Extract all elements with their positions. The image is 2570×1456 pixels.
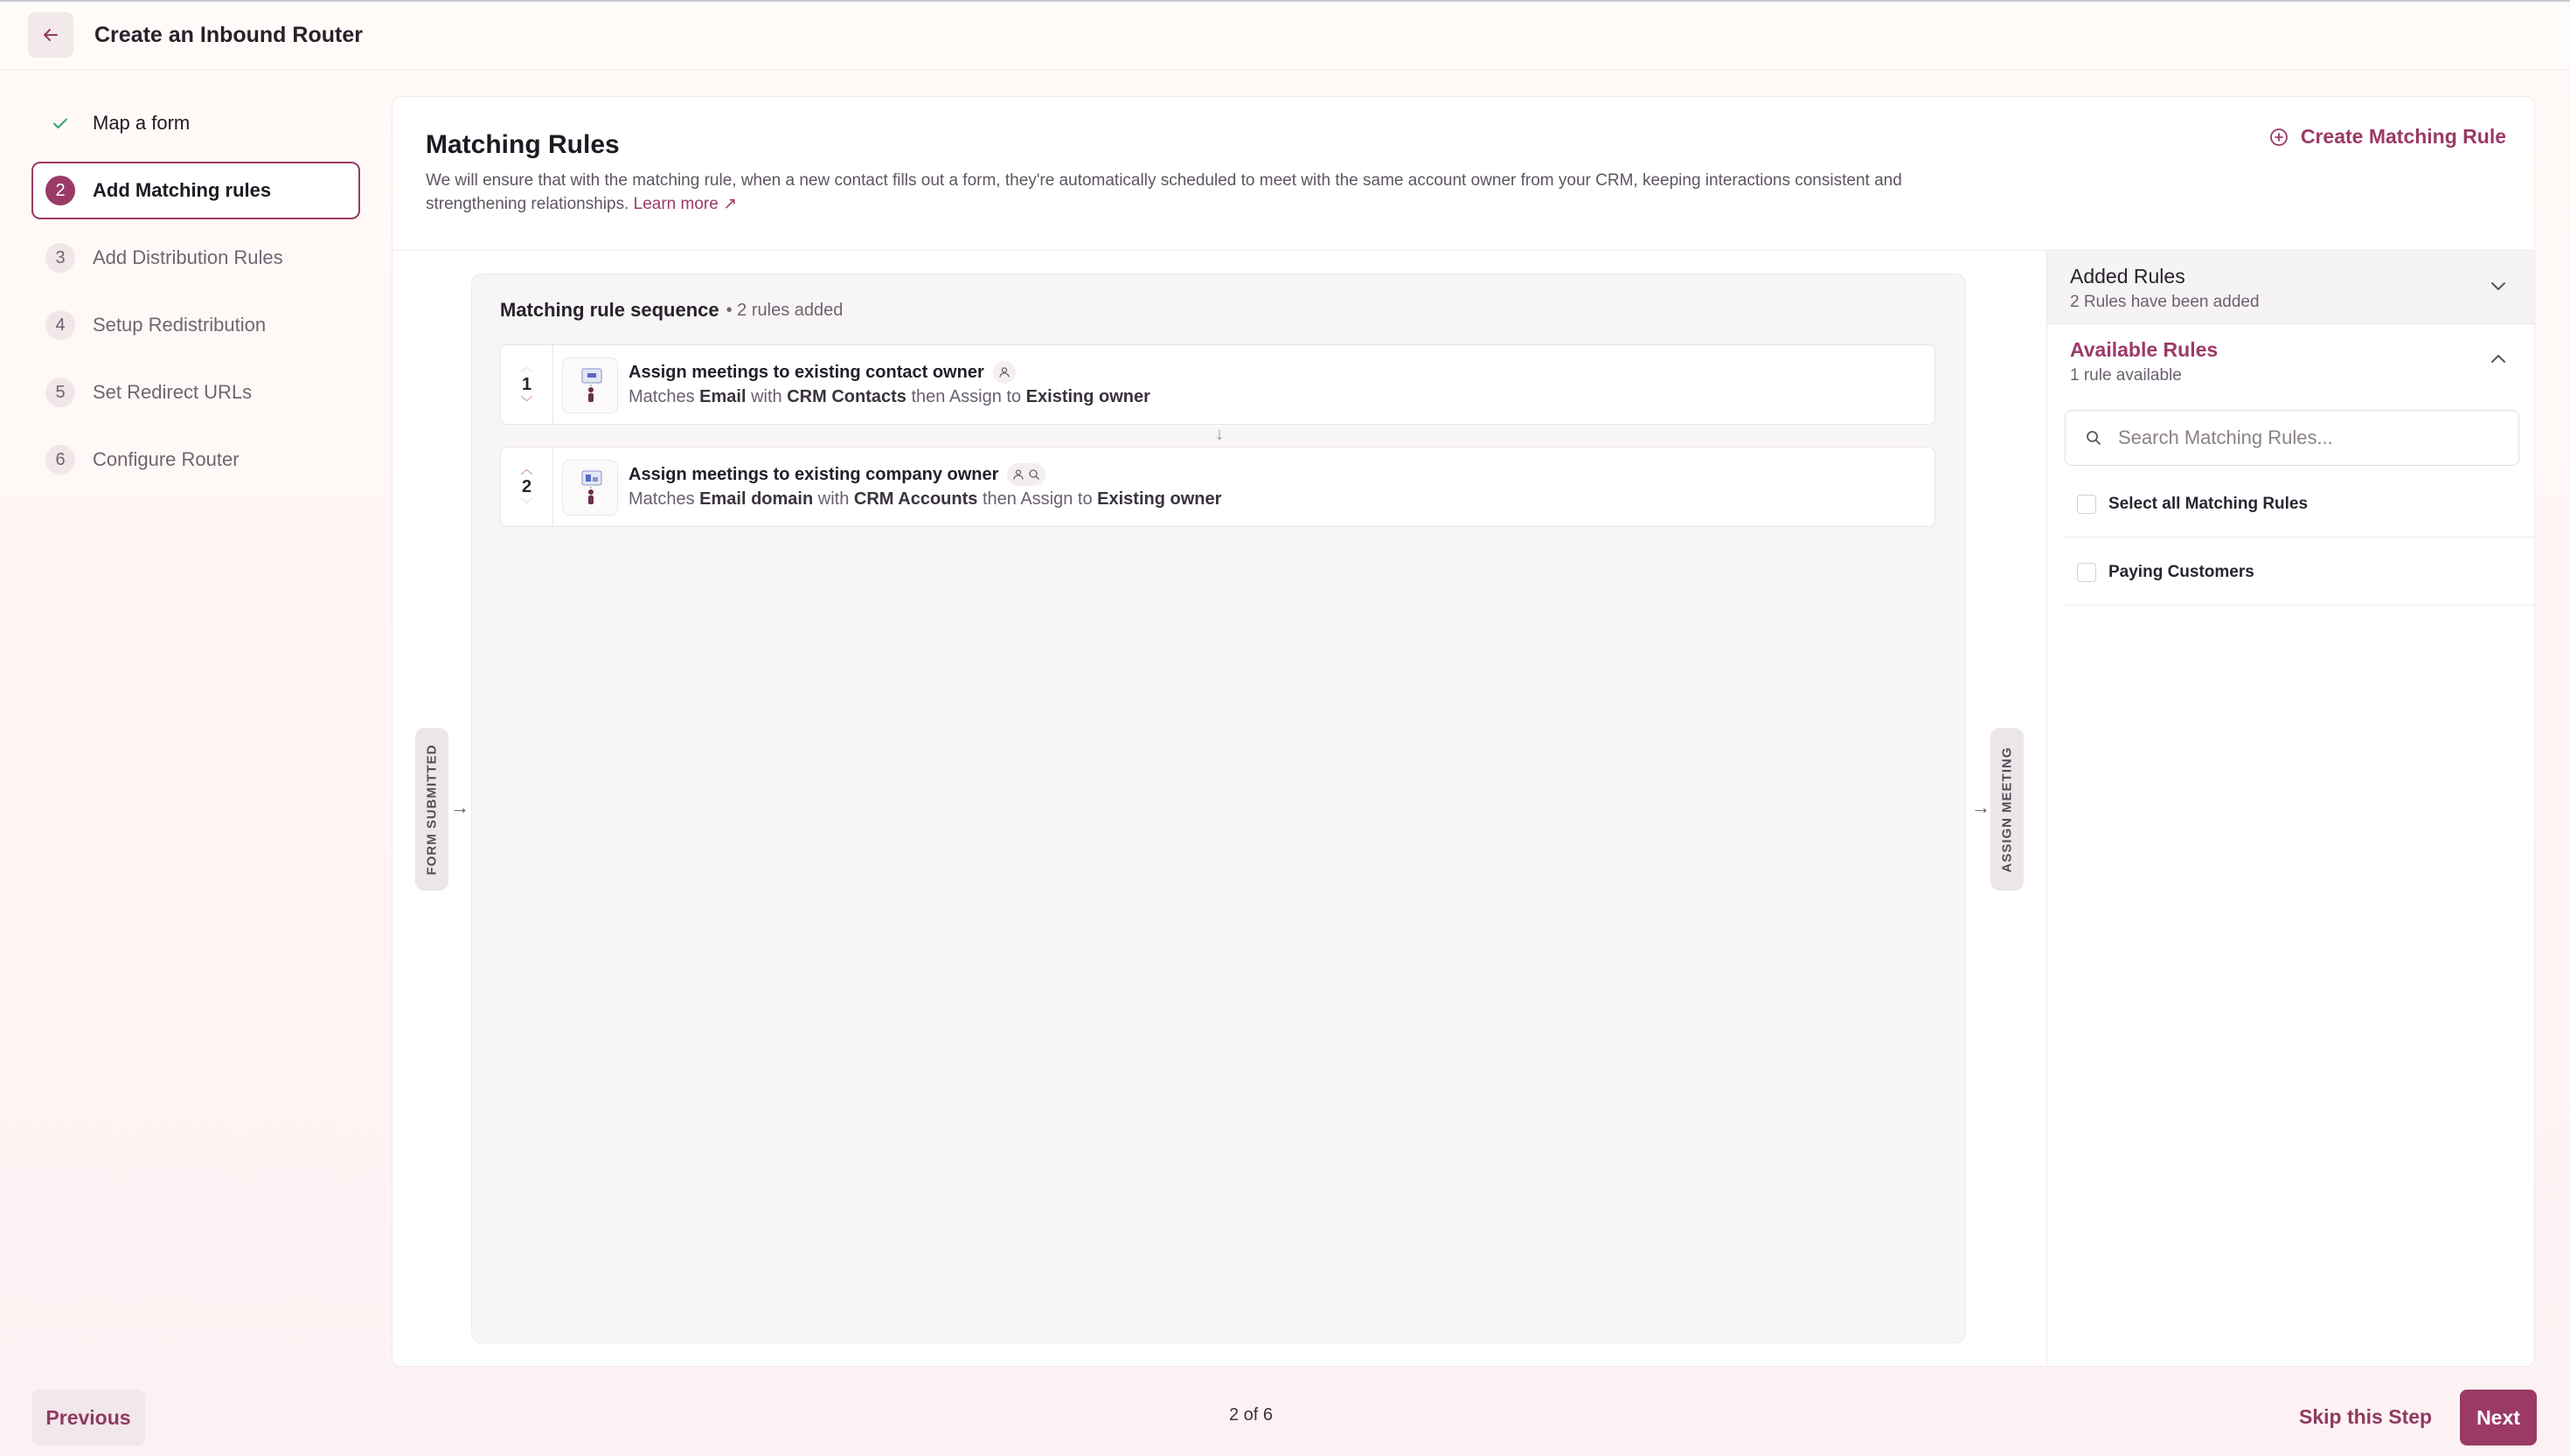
search-icon	[2085, 429, 2102, 447]
rule-title	[629, 463, 1045, 486]
rule-number: 1	[521, 375, 532, 394]
rule-number: 2	[521, 477, 532, 496]
sequence-header	[500, 299, 843, 322]
step-number: 2	[45, 176, 75, 205]
section-title: Matching Rules	[426, 130, 620, 159]
step-number: 3	[45, 243, 75, 273]
form-submitted-pill	[415, 728, 448, 891]
back-button[interactable]	[28, 12, 73, 58]
rule-with: with	[817, 489, 850, 509]
step-label: Add Distribution Rules	[93, 246, 283, 268]
rule-row[interactable]	[500, 447, 1935, 527]
step-add-matching-rules[interactable]	[31, 162, 360, 219]
rule-then: then Assign to	[911, 387, 1022, 406]
step-label: Map a form	[93, 112, 191, 134]
rules-side-panel	[2046, 251, 2535, 1367]
select-all-checkbox[interactable]	[2077, 495, 2096, 514]
form-submitted-label: FORM SUBMITTED	[424, 744, 440, 875]
step-label: Set Redirect URLs	[93, 381, 253, 403]
check-icon	[45, 108, 75, 138]
step-pager: 2 of 6	[1229, 1405, 1274, 1425]
rule-checkbox[interactable]	[2077, 563, 2096, 582]
next-button[interactable]: Next	[2460, 1390, 2537, 1446]
step-map-a-form[interactable]	[31, 94, 360, 152]
card-header	[392, 97, 2534, 251]
rule-object: CRM Contacts	[787, 387, 906, 406]
steps-sidebar	[31, 94, 360, 498]
rule-field: Email domain	[699, 489, 814, 509]
step-label: Configure Router	[93, 448, 240, 470]
available-rules-subtitle: 1 rule available	[2070, 366, 2182, 385]
footer-bar	[0, 1374, 2570, 1456]
arrow-left-icon	[41, 25, 60, 45]
added-rules-title: Added Rules	[2070, 265, 2185, 288]
rule-owner: Existing owner	[1025, 387, 1150, 406]
sequence-title: Matching rule sequence	[500, 299, 719, 321]
rule-sequence-area	[471, 274, 1966, 1343]
arrow-right-icon: →	[450, 796, 469, 818]
rule-description	[629, 387, 1150, 407]
step-add-distribution-rules[interactable]	[31, 229, 360, 287]
user-search-icons	[1007, 463, 1045, 486]
rule-title-text: Assign meetings to existing contact owner	[629, 362, 984, 382]
select-all-row[interactable]	[2065, 471, 2535, 537]
rule-matches: Matches	[629, 387, 695, 406]
matching-rules-card	[392, 96, 2535, 1367]
arrow-down-icon: ↓	[1215, 425, 1224, 444]
previous-button[interactable]: Previous	[31, 1390, 145, 1446]
user-icon	[993, 361, 1016, 384]
step-number: 5	[45, 378, 75, 407]
rule-row[interactable]	[500, 344, 1935, 425]
rule-option-label: Paying Customers	[2108, 562, 2254, 581]
page-title: Create an Inbound Router	[94, 23, 363, 47]
list-item[interactable]	[2065, 539, 2535, 606]
chevron-up-icon[interactable]	[2488, 349, 2509, 370]
available-rules-title: Available Rules	[2070, 338, 2219, 361]
step-setup-redistribution[interactable]	[31, 296, 360, 354]
sequence-count: • 2 rules added	[726, 300, 844, 320]
added-rules-subtitle: 2 Rules have been added	[2070, 293, 2260, 311]
added-rules-accordion[interactable]	[2047, 251, 2535, 324]
top-bar	[0, 0, 2570, 70]
available-rules-accordion[interactable]	[2047, 324, 2535, 408]
search-matching-rules-field[interactable]	[2065, 410, 2519, 466]
create-matching-rule-button[interactable]	[2269, 125, 2506, 149]
description-text: We will ensure that with the matching rule, when a new contact fills out a form, they're automatically scheduled to meet with the same account owner from your CRM, keeping interactions consistent and strengthening relationships.	[426, 171, 1902, 213]
rule-illustration-icon	[562, 460, 618, 516]
rule-description	[629, 489, 1221, 510]
step-set-redirect-urls[interactable]	[31, 364, 360, 421]
move-up-icon[interactable]: ︿	[520, 360, 533, 374]
move-down-icon[interactable]: ﹀	[520, 395, 533, 409]
step-number: 4	[45, 310, 75, 340]
rule-matches: Matches	[629, 489, 695, 509]
rule-title	[629, 361, 1016, 384]
assign-meeting-label: ASSIGN MEETING	[1999, 745, 2015, 873]
rule-illustration-icon	[562, 357, 618, 413]
skip-step-button[interactable]: Skip this Step	[2299, 1405, 2433, 1428]
step-number: 6	[45, 445, 75, 475]
chevron-down-icon[interactable]	[2488, 275, 2509, 296]
rule-then: then Assign to	[982, 489, 1093, 509]
plus-circle-icon	[2269, 128, 2289, 147]
rule-owner: Existing owner	[1097, 489, 1222, 509]
step-label: Setup Redistribution	[93, 314, 267, 336]
rule-title-text: Assign meetings to existing company owner	[629, 464, 999, 484]
assign-meeting-pill	[1990, 728, 2024, 891]
create-matching-rule-label: Create Matching Rule	[2300, 125, 2506, 148]
rule-order-control	[501, 345, 553, 424]
arrow-right-icon: →	[1971, 796, 1990, 818]
user-icon	[1012, 468, 1025, 481]
move-up-icon[interactable]: ︿	[520, 462, 533, 476]
step-configure-router[interactable]	[31, 431, 360, 489]
section-description	[426, 169, 1964, 216]
learn-more-link[interactable]: Learn more ↗	[633, 195, 738, 213]
move-down-icon[interactable]: ﹀	[520, 497, 533, 511]
step-label: Add Matching rules	[93, 179, 272, 201]
rule-field: Email	[699, 387, 747, 406]
rule-with: with	[751, 387, 782, 406]
rule-order-control	[501, 447, 553, 526]
select-all-label: Select all Matching Rules	[2108, 494, 2309, 513]
search-matching-rules-input[interactable]	[2118, 426, 2485, 449]
rule-object: CRM Accounts	[853, 489, 978, 509]
search-icon	[1028, 468, 1040, 481]
